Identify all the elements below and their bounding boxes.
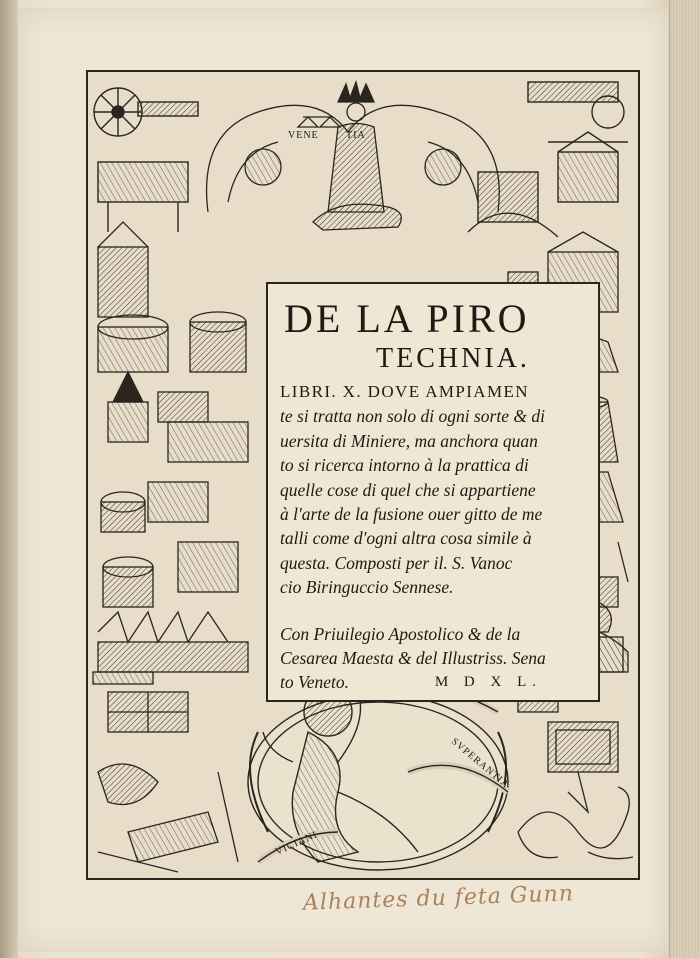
privilege-last: to Veneto. (280, 672, 350, 693)
title-line-1: DE LA PIRO (284, 296, 530, 341)
venetia-left-label: VENE (288, 130, 319, 141)
body-line: uersita di Miniere, ma anchora quan (280, 430, 538, 451)
bottom-left-bricks (93, 672, 238, 872)
motto-low: VICIANI (273, 829, 320, 858)
woodcut-border (86, 70, 640, 880)
motto-middle: SVPERANTIA (448, 736, 512, 791)
body-line: cio Biringuccio Sennese. (280, 577, 454, 598)
body-line: to si ricerca intorno à la prattica di (280, 455, 529, 476)
privilege-line: Cesarea Maesta & del Illustriss. Sena (280, 648, 546, 669)
body-line: à l'arte de la fusione ouer gitto de me (280, 504, 543, 525)
left-furnaces (98, 222, 248, 672)
bottom-right-serpent (518, 722, 633, 859)
handwritten-signature: Alhantes du feta Gunn (302, 881, 575, 916)
title-page (18, 8, 668, 952)
body-line: LIBRI. X. DOVE AMPIAMEN (280, 382, 529, 401)
page-fore-edge (669, 0, 700, 958)
venetia-ornament (207, 82, 500, 230)
privilege-last-row (280, 670, 588, 694)
book-gutter (0, 0, 18, 958)
body-line: talli come d'ogni altra cosa simile à (280, 528, 532, 549)
body-line: te si tratta non solo di ogni sorte & di (280, 406, 545, 427)
venetia-right-label: TIA (346, 130, 366, 141)
body-line: quelle cose di quel che si appartiene (280, 479, 536, 500)
imprint-year: M D X L. (434, 674, 542, 691)
title-line-2: TECHNIA. (376, 343, 530, 374)
title-cartouche (266, 282, 600, 702)
body-line: questa. Composti per il. S. Vanoc (280, 552, 513, 573)
privilege-line: Con Priuilegio Apostolico & de la (280, 623, 521, 644)
